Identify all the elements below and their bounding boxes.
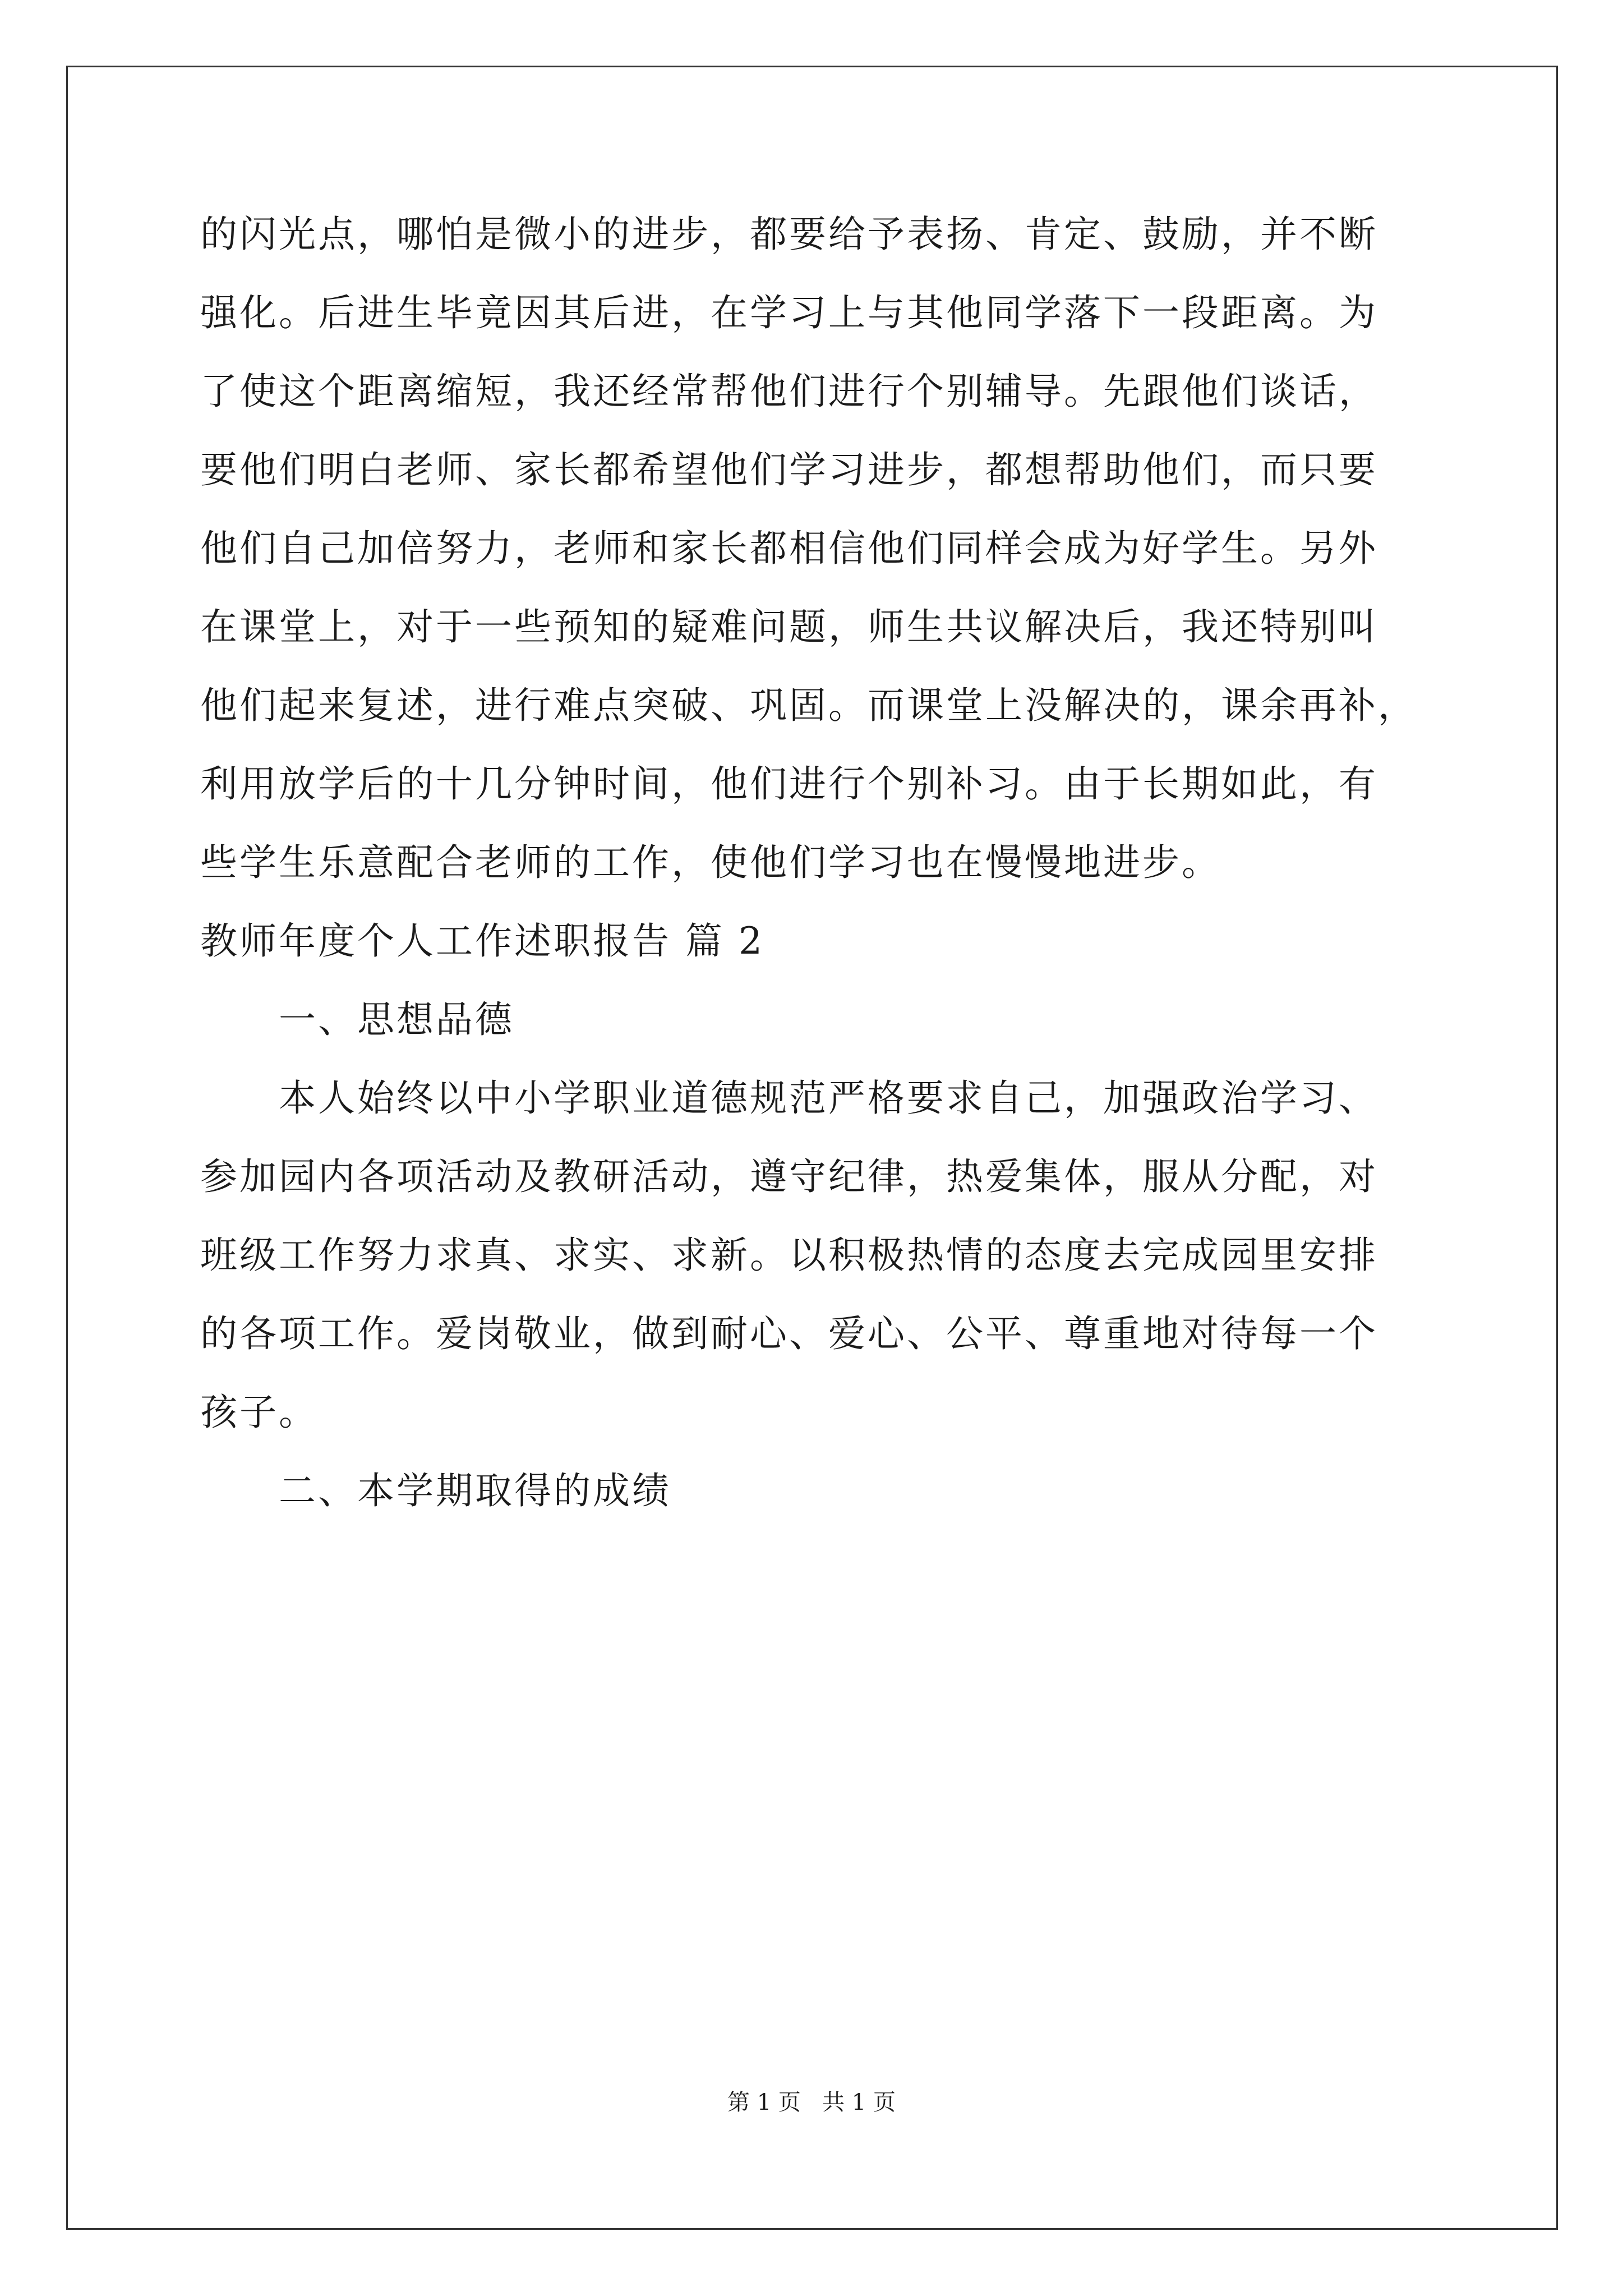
paragraph-line: 本人始终以中小学职业道德规范严格要求自己，加强政治学习、 [279,1076,1378,1120]
paragraph-line: 利用放学后的十几分钟时间，他们进行个别补习。由于长期如此，有 [200,762,1378,806]
paragraph-line: 在课堂上，对于一些预知的疑难问题，师生共议解决后，我还特别叫 [200,605,1378,648]
section-title: 教师年度个人工作述职报告 篇 2 [200,919,764,963]
paragraph-line: 他们自己加倍努力，老师和家长都相信他们同样会成为好学生。另外 [200,527,1378,570]
section-heading: 一、思想品德 [279,998,514,1041]
paragraph-line: 他们起来复述，进行难点突破、巩固。而课堂上没解决的，课余再补， [200,684,1417,727]
paragraph-line: 的闪光点，哪怕是微小的进步，都要给予表扬、肯定、鼓励，并不断 [200,213,1378,256]
paragraph-line: 孩子。 [200,1391,318,1434]
section-heading: 二、本学期取得的成绩 [279,1469,671,1512]
paragraph-line: 要他们明白老师、家长都希望他们学习进步，都想帮助他们，而只要 [200,448,1378,491]
page-footer: 第 1 页 共 1 页 [727,2090,896,2115]
paragraph-line: 强化。后进生毕竟因其后进，在学习上与其他同学落下一段距离。为 [200,291,1378,334]
paragraph-line: 参加园内各项活动及教研活动，遵守纪律，热爱集体，服从分配，对 [200,1155,1378,1198]
paragraph-line: 些学生乐意配合老师的工作，使他们学习也在慢慢地进步。 [200,841,1221,884]
paragraph-line: 了使这个距离缩短，我还经常帮他们进行个别辅导。先跟他们谈话， [200,370,1378,413]
paragraph-line: 的各项工作。爱岗敬业，做到耐心、爱心、公平、尊重地对待每一个 [200,1312,1378,1355]
paragraph-line: 班级工作努力求真、求实、求新。以积极热情的态度去完成园里安排 [200,1234,1378,1277]
